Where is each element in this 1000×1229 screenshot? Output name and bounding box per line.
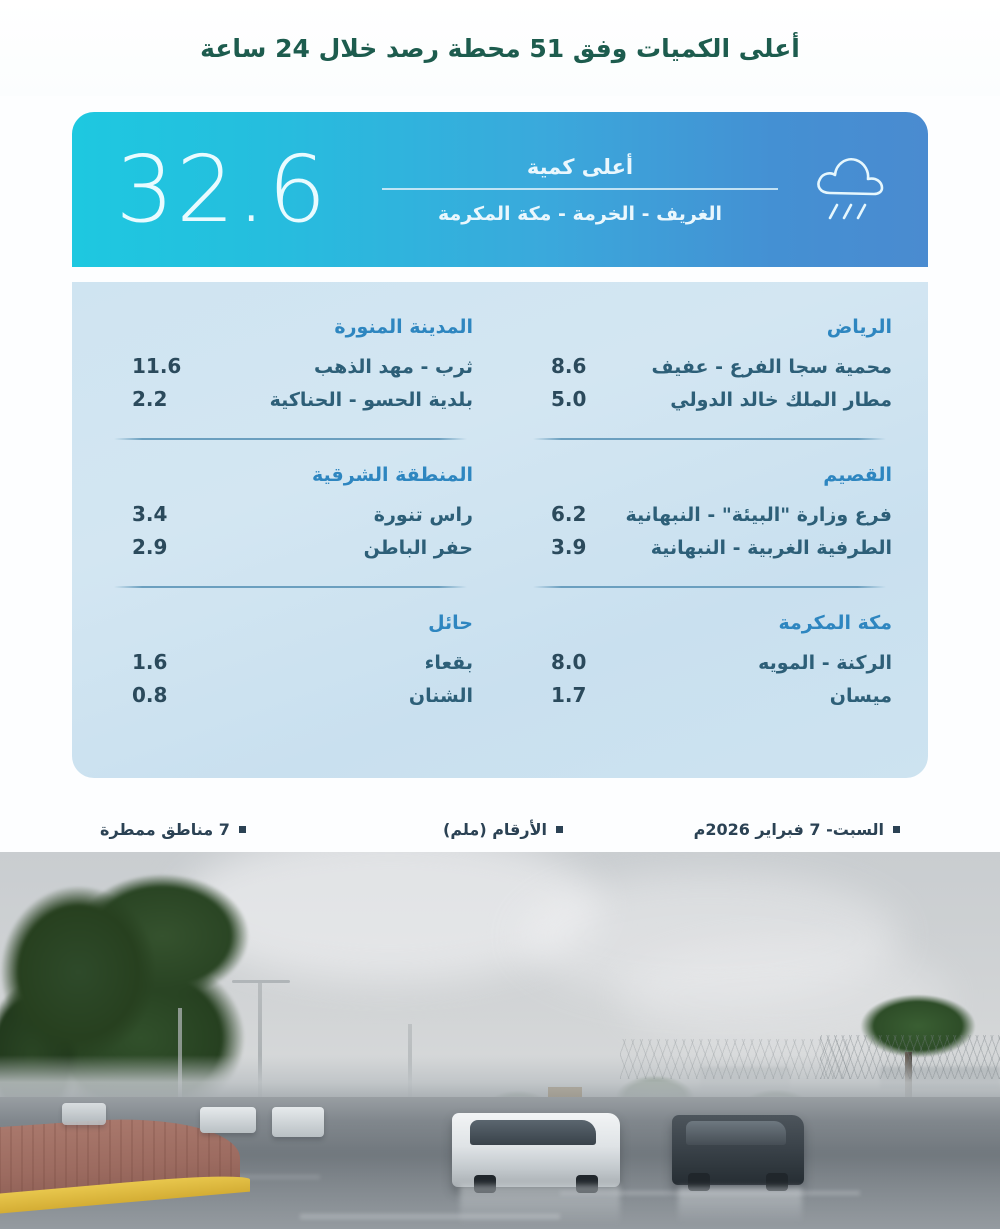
station-row [527, 683, 892, 707]
station-row [527, 387, 892, 411]
station-row [108, 354, 473, 378]
rain-cloud-icon [810, 153, 896, 227]
hero-banner [72, 112, 928, 267]
region-name: القصيم [823, 464, 892, 486]
car-reflection [460, 1185, 620, 1225]
footer-notes [72, 808, 928, 850]
station-name: حفر الباطن [363, 537, 473, 559]
region-name: مكة المكرمة [778, 612, 892, 634]
region-group [527, 316, 892, 424]
station-row [108, 683, 473, 707]
station-value: 8.6 [551, 354, 587, 378]
station-value: 2.9 [132, 535, 168, 559]
station-value: 11.6 [132, 354, 182, 378]
region-name: المنطقة الشرقية [312, 464, 473, 486]
distant-car [62, 1103, 106, 1125]
hero-location: الغريف - الخرمة - مكة المكرمة [437, 202, 723, 225]
note-date [694, 820, 900, 839]
hero-value: 32.6 [115, 135, 329, 243]
station-value: 1.7 [551, 683, 587, 707]
station-row [527, 502, 892, 526]
station-name: راس تنورة [373, 504, 473, 526]
hero-text-block [372, 155, 778, 225]
station-row [527, 354, 892, 378]
station-name: فرع وزارة "البيئة" - النبهانية [625, 504, 892, 526]
station-row [108, 387, 473, 411]
station-value: 8.0 [551, 650, 587, 674]
station-value: 3.4 [132, 502, 168, 526]
note-rainy-regions-text: 7 مناطق ممطرة [100, 819, 230, 839]
street-lamp-arm [232, 980, 262, 983]
bullet-icon [893, 826, 900, 833]
white-sedan [452, 1113, 620, 1187]
station-name: مطار الملك خالد الدولي [670, 389, 892, 411]
region-name: الرياض [826, 316, 892, 338]
station-name: الطرفية الغربية - النبهانية [650, 537, 892, 559]
station-row [527, 650, 892, 674]
weather-photo [0, 852, 1000, 1229]
station-value: 1.6 [132, 650, 168, 674]
station-row [108, 535, 473, 559]
bullet-icon [239, 826, 246, 833]
distant-car [200, 1107, 256, 1133]
station-value: 2.2 [132, 387, 168, 411]
note-units [443, 820, 563, 839]
station-value: 5.0 [551, 387, 587, 411]
group-divider [533, 438, 886, 440]
windshield [470, 1120, 596, 1145]
regions-grid [108, 316, 892, 720]
group-divider [114, 586, 467, 588]
station-row [108, 650, 473, 674]
station-name: الركنة - المويه [758, 652, 892, 674]
region-group [108, 316, 473, 424]
station-name: ثرب - مهد الذهب [314, 356, 473, 378]
note-date-text: السبت- 7 فبراير 2026م [693, 819, 884, 839]
car-reflection [678, 1187, 802, 1223]
station-name: بقعاء [424, 652, 473, 674]
group-divider [533, 586, 886, 588]
hero-label: أعلى كمية [526, 154, 634, 179]
page-title: أعلى الكميات وفق 51 محطة رصد خلال 24 ساعة [200, 33, 800, 63]
region-name: المدينة المنورة [334, 316, 473, 338]
dark-suv [672, 1115, 804, 1185]
group-divider [114, 438, 467, 440]
chain-link-fence [620, 1039, 850, 1079]
distant-car [272, 1107, 324, 1137]
note-units-text: الأرقام (ملم) [443, 819, 548, 839]
note-rainy-regions [100, 820, 246, 839]
hero-icon-container [778, 153, 928, 227]
windshield [686, 1121, 786, 1145]
region-group [108, 612, 473, 720]
region-name: حائل [428, 612, 473, 634]
station-value: 0.8 [132, 683, 168, 707]
station-name: الشنان [408, 685, 473, 707]
title-bar [0, 0, 1000, 96]
region-group [108, 464, 473, 572]
station-value: 6.2 [551, 502, 587, 526]
station-name: ميسان [829, 685, 892, 707]
station-name: محمية سجا الفرع - عفيف [651, 356, 892, 378]
region-group [527, 464, 892, 572]
station-row [527, 535, 892, 559]
station-name: بلدية الحسو - الحناكية [269, 389, 473, 411]
street-lamp-arm [260, 980, 290, 983]
bullet-icon [556, 826, 563, 833]
hero-divider [382, 188, 778, 190]
station-row [108, 502, 473, 526]
regions-panel [72, 282, 928, 778]
station-value: 3.9 [551, 535, 587, 559]
region-group [527, 612, 892, 720]
hero-value-container [72, 135, 372, 243]
